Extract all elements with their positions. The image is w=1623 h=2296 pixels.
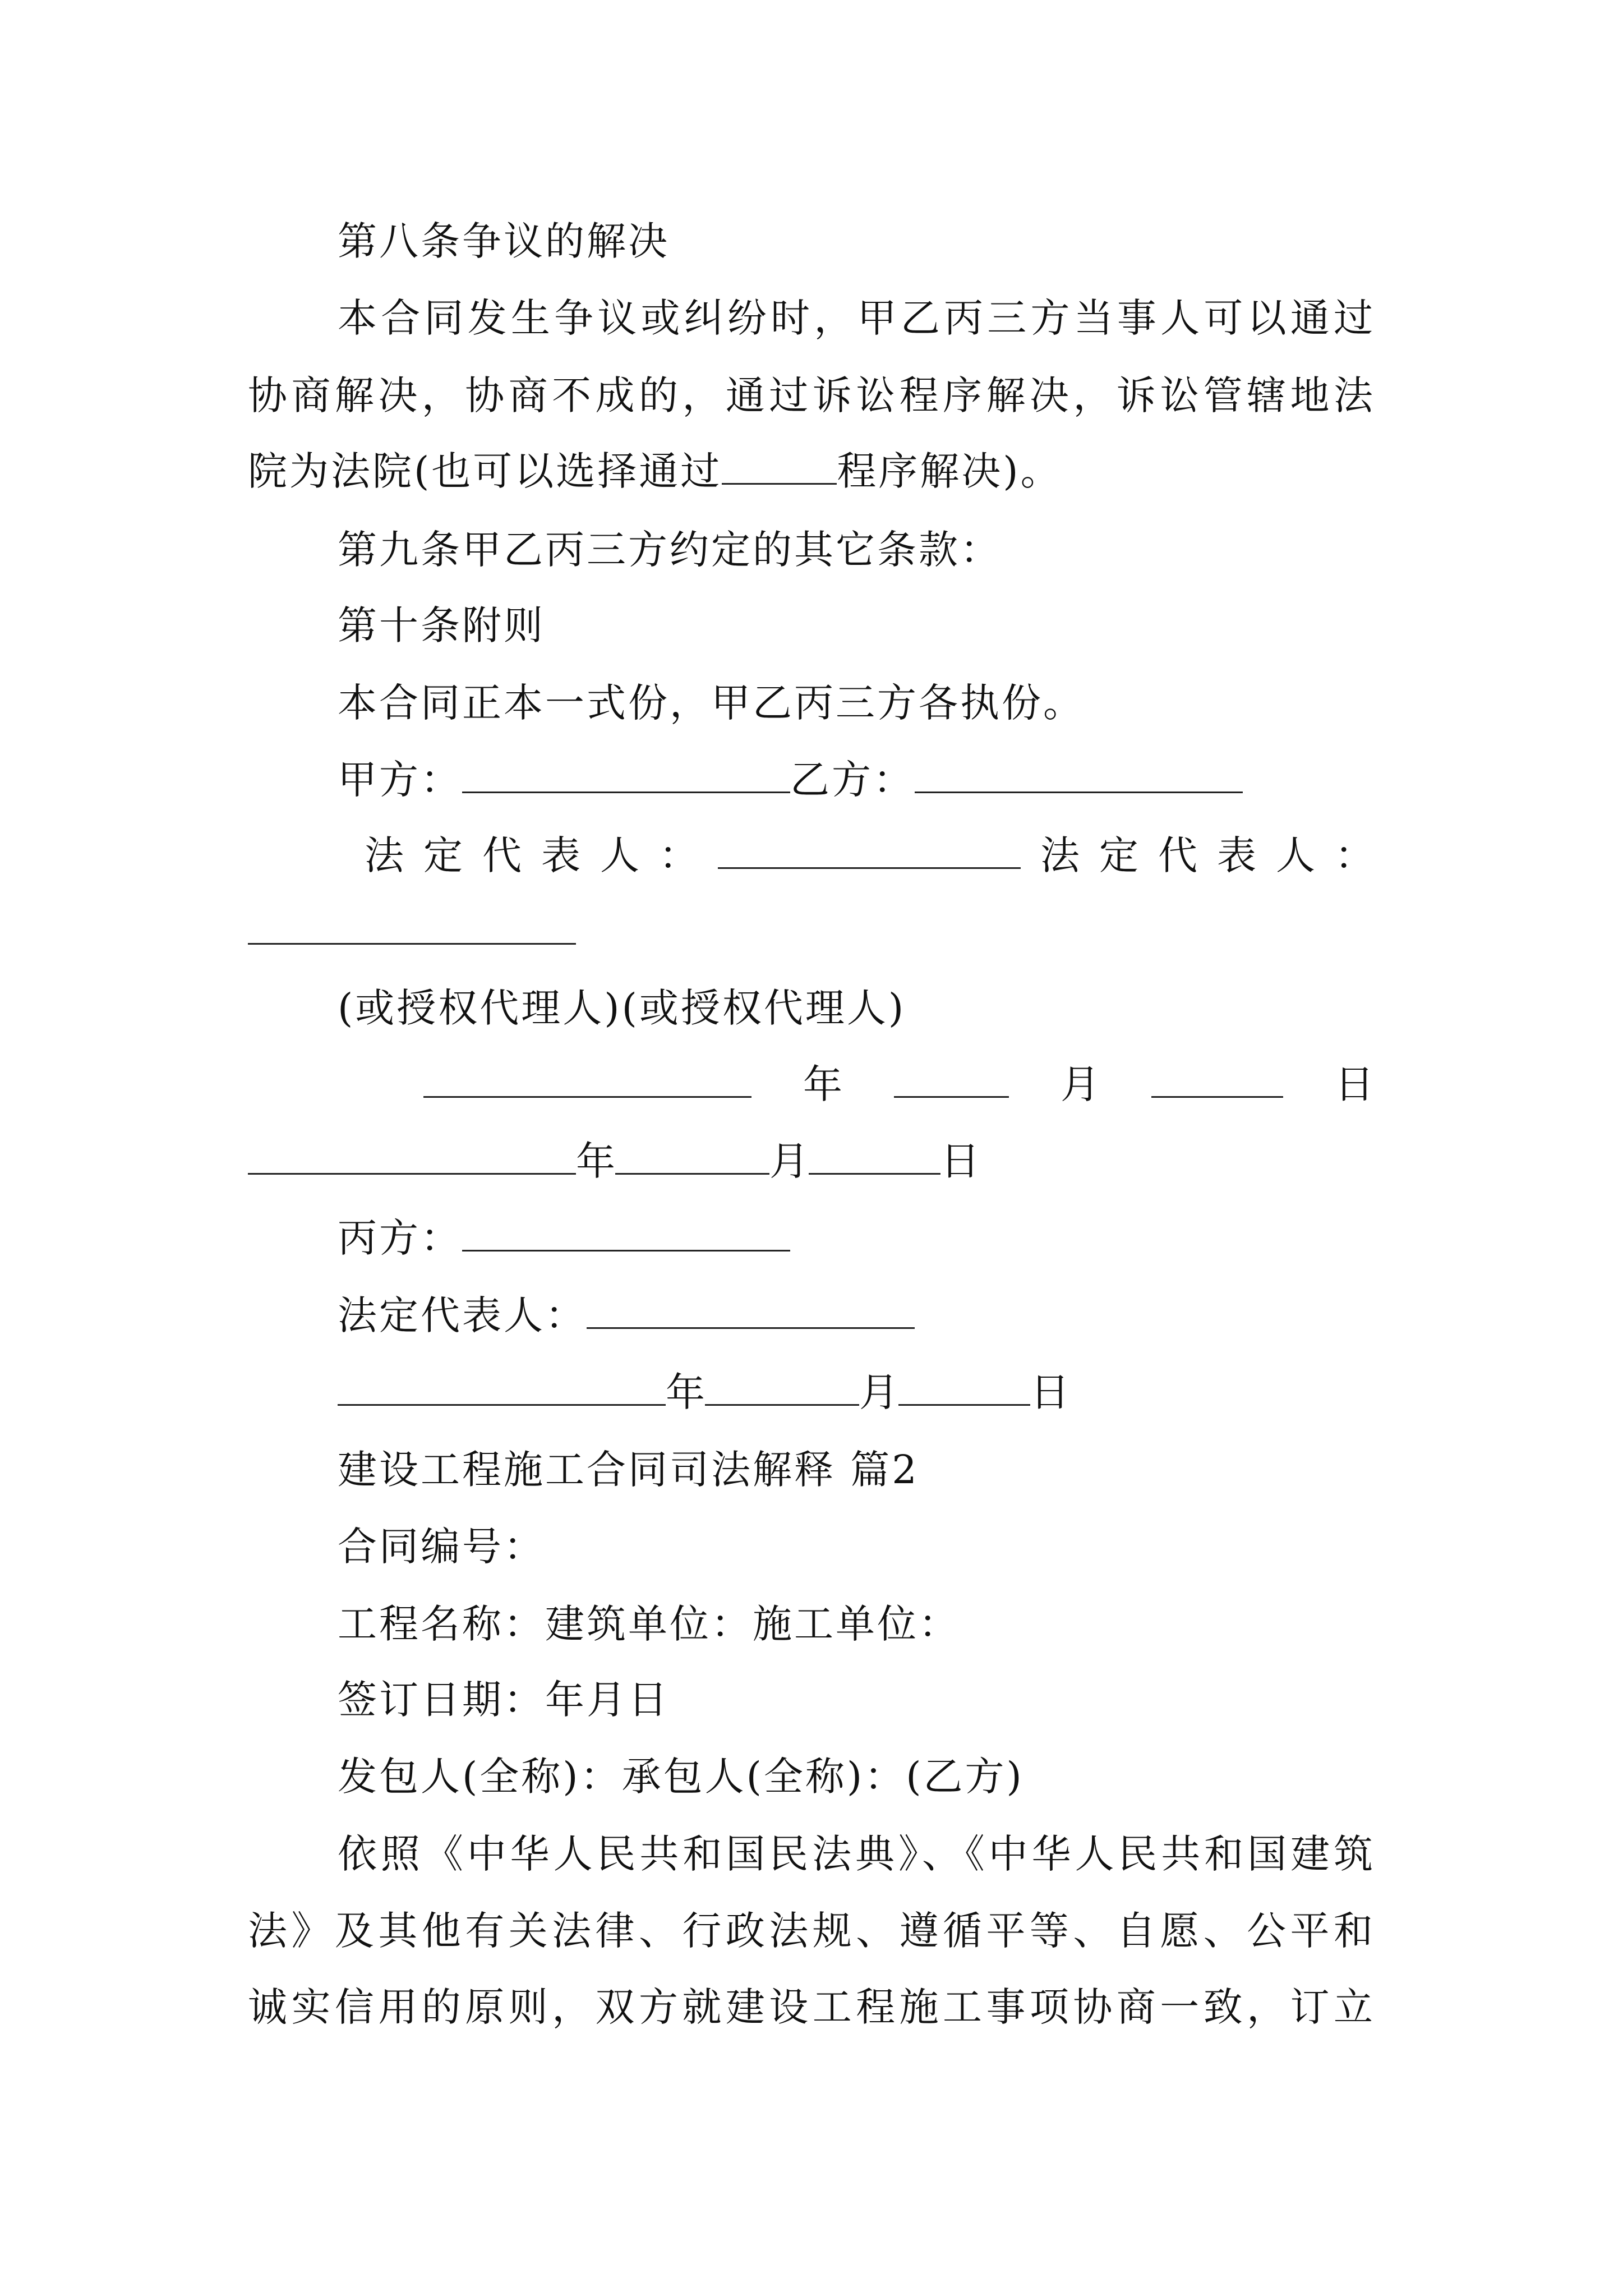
legal-rep-a-blank [718, 832, 1021, 869]
legal-rep-char: ： [1335, 832, 1374, 878]
legal-rep-char: 定 [1099, 832, 1138, 878]
part-2-paragraph-line-2: 法》及其他有关法律、行政法规、遵循平等、自愿、公平和 [248, 1908, 1375, 1954]
legal-rep-char: 代 [1158, 832, 1197, 878]
legal-rep-char: 表 [541, 832, 580, 878]
sign-date-line: 签订日期：年月日 [338, 1677, 670, 1723]
party-a-label: 甲方： [338, 757, 462, 803]
legal-rep-char: 代 [482, 832, 522, 878]
month-blank [894, 1061, 1009, 1098]
month-blank [705, 1369, 859, 1406]
day-label: 日 [1030, 1369, 1069, 1415]
legal-rep-spread-line [365, 830, 1374, 881]
legal-rep-char: 人 [600, 832, 639, 878]
month-label: 月 [859, 1369, 898, 1415]
legal-rep-b-blank [248, 908, 576, 945]
party-c-blank [462, 1215, 790, 1251]
month-blank [615, 1138, 769, 1175]
part-2-paragraph-line-3: 诚实信用的原则，双方就建设工程施工事项协商一致，订立 [248, 1984, 1375, 2030]
day-label: 日 [940, 1138, 980, 1184]
article-9-heading: 第九条甲乙丙三方约定的其它条款： [338, 527, 1002, 573]
year-label: 年 [803, 1061, 842, 1107]
part-2-title: 建设工程施工合同司法解释 篇2 [338, 1447, 919, 1493]
month-label: 月 [769, 1138, 809, 1184]
day-label: 日 [1335, 1061, 1374, 1107]
day-blank [1151, 1061, 1283, 1098]
party-b-label: 乙方： [790, 757, 915, 803]
article-8-heading: 第八条争议的解决 [338, 218, 670, 264]
legal-rep-char: 法 [365, 832, 404, 878]
party-c-date-line [338, 1367, 1069, 1418]
day-blank [809, 1138, 940, 1175]
party-c-legal-rep-line [338, 1290, 915, 1341]
party-b-blank [915, 757, 1243, 793]
article-8-line-1: 本合同发生争议或纠纷时，甲乙丙三方当事人可以通过 [338, 295, 1375, 341]
article-8-line-3-end: 程序解决)。 [837, 448, 1062, 494]
year-label: 年 [576, 1138, 615, 1184]
legal-rep-label: 法定代表人： [338, 1292, 587, 1338]
year-label: 年 [666, 1369, 705, 1415]
legal-rep-char: ： [659, 832, 698, 878]
party-a-b-line [338, 754, 1243, 805]
party-a-blank [462, 757, 790, 793]
legal-rep-b-blank-line [248, 906, 576, 956]
article-8-line-2: 协商解决，协商不成的，通过诉讼程序解决，诉讼管辖地法 [248, 372, 1375, 418]
day-blank [898, 1369, 1030, 1406]
legal-rep-char: 法 [1040, 832, 1080, 878]
contract-number-line: 合同编号： [338, 1524, 545, 1570]
article-10-heading: 第十条附则 [338, 602, 545, 648]
year-blank [423, 1061, 751, 1098]
legal-rep-char: 表 [1217, 832, 1256, 878]
blank-line [722, 448, 837, 485]
article-10-body: 本合同正本一式份，甲乙丙三方各执份。 [338, 680, 1085, 726]
date-spread-line [423, 1059, 1374, 1110]
month-label: 月 [1061, 1061, 1100, 1107]
party-c-line [338, 1213, 790, 1263]
parties-line: 发包人(全称)：承包人(全称)：(乙方) [338, 1754, 1024, 1800]
party-c-label: 丙方： [338, 1215, 462, 1261]
part-2-paragraph-line-1: 依照《中华人民共和国民法典》、《中华人民共和国建筑 [338, 1831, 1375, 1877]
legal-rep-char: 定 [423, 832, 463, 878]
authorized-agent-line: (或授权代理人)(或授权代理人) [338, 985, 906, 1031]
date-line-2 [248, 1136, 980, 1186]
year-blank [338, 1369, 666, 1406]
year-blank [248, 1138, 576, 1175]
party-c-legal-rep-blank [587, 1292, 915, 1329]
article-8-line-3-start: 院为法院(也可以选择通过 [248, 448, 722, 494]
legal-rep-char: 人 [1276, 832, 1315, 878]
article-8-line-3 [248, 446, 1062, 496]
project-name-line: 工程名称：建筑单位：施工单位： [338, 1601, 960, 1647]
